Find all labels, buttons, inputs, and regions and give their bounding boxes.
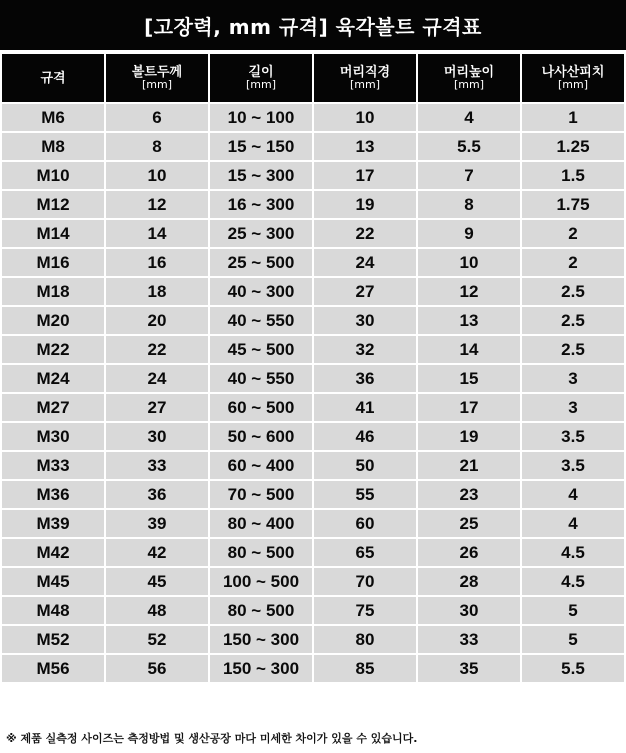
cell-head-diameter: 70 [314, 568, 416, 595]
cell-size: M30 [2, 423, 104, 450]
cell-length: 60 ~ 500 [210, 394, 312, 421]
table-row [2, 452, 624, 479]
header-label: 길이 [248, 64, 274, 80]
cell-bolt-diameter: 48 [106, 597, 208, 624]
cell-thread-pitch: 1.5 [522, 162, 624, 189]
cell-head-diameter: 60 [314, 510, 416, 537]
cell-head-height: 33 [418, 626, 520, 653]
header-label: 머리직경 [339, 64, 391, 80]
cell-size: M8 [2, 133, 104, 160]
cell-size: M6 [2, 104, 104, 131]
cell-length: 10 ~ 100 [210, 104, 312, 131]
table-row [2, 481, 624, 508]
cell-head-diameter: 50 [314, 452, 416, 479]
cell-thread-pitch: 3.5 [522, 423, 624, 450]
header-size [2, 54, 104, 102]
cell-head-height: 25 [418, 510, 520, 537]
cell-thread-pitch: 5 [522, 597, 624, 624]
cell-head-diameter: 17 [314, 162, 416, 189]
cell-head-diameter: 36 [314, 365, 416, 392]
cell-bolt-diameter: 14 [106, 220, 208, 247]
cell-head-height: 17 [418, 394, 520, 421]
cell-length: 45 ~ 500 [210, 336, 312, 363]
cell-head-height: 26 [418, 539, 520, 566]
table-row [2, 162, 624, 189]
header-label: 나사산피치 [541, 64, 605, 80]
cell-head-diameter: 65 [314, 539, 416, 566]
cell-bolt-diameter: 24 [106, 365, 208, 392]
cell-size: M56 [2, 655, 104, 682]
cell-head-height: 28 [418, 568, 520, 595]
bolt-spec-table [0, 52, 626, 684]
table-row [2, 278, 624, 305]
cell-length: 80 ~ 500 [210, 539, 312, 566]
cell-size: M20 [2, 307, 104, 334]
cell-head-height: 12 [418, 278, 520, 305]
cell-head-diameter: 22 [314, 220, 416, 247]
table-row [2, 510, 624, 537]
cell-size: M10 [2, 162, 104, 189]
cell-bolt-diameter: 56 [106, 655, 208, 682]
cell-head-height: 35 [418, 655, 520, 682]
table-row [2, 365, 624, 392]
table-row [2, 597, 624, 624]
header-unit: [mm] [349, 77, 380, 91]
table-row [2, 191, 624, 218]
cell-head-diameter: 10 [314, 104, 416, 131]
cell-head-diameter: 80 [314, 626, 416, 653]
cell-size: M18 [2, 278, 104, 305]
cell-head-height: 4 [418, 104, 520, 131]
header-label: 볼트두께 [131, 64, 183, 80]
table-row [2, 655, 624, 682]
cell-head-diameter: 13 [314, 133, 416, 160]
cell-head-height: 30 [418, 597, 520, 624]
table-row [2, 626, 624, 653]
cell-length: 70 ~ 500 [210, 481, 312, 508]
page-title: [고장력, mm 규격] 육각볼트 규격표 [0, 0, 626, 50]
cell-length: 50 ~ 600 [210, 423, 312, 450]
cell-bolt-diameter: 30 [106, 423, 208, 450]
cell-size: M22 [2, 336, 104, 363]
table-row [2, 539, 624, 566]
cell-length: 60 ~ 400 [210, 452, 312, 479]
cell-bolt-diameter: 20 [106, 307, 208, 334]
cell-bolt-diameter: 42 [106, 539, 208, 566]
cell-size: M27 [2, 394, 104, 421]
cell-bolt-diameter: 6 [106, 104, 208, 131]
cell-bolt-diameter: 8 [106, 133, 208, 160]
table-row [2, 249, 624, 276]
cell-length: 40 ~ 300 [210, 278, 312, 305]
cell-bolt-diameter: 12 [106, 191, 208, 218]
cell-bolt-diameter: 22 [106, 336, 208, 363]
cell-head-height: 15 [418, 365, 520, 392]
cell-head-height: 13 [418, 307, 520, 334]
cell-size: M16 [2, 249, 104, 276]
cell-length: 16 ~ 300 [210, 191, 312, 218]
cell-head-diameter: 46 [314, 423, 416, 450]
header-unit: [mm] [245, 77, 276, 91]
cell-head-height: 10 [418, 249, 520, 276]
cell-head-height: 9 [418, 220, 520, 247]
cell-thread-pitch: 3 [522, 394, 624, 421]
cell-thread-pitch: 4 [522, 510, 624, 537]
footnote: ※ 제품 실측정 사이즈는 측정방법 및 생산공장 마다 미세한 차이가 있을 수 있습니다. [6, 732, 418, 745]
cell-head-diameter: 55 [314, 481, 416, 508]
table-row [2, 336, 624, 363]
cell-head-height: 5.5 [418, 133, 520, 160]
cell-bolt-diameter: 52 [106, 626, 208, 653]
cell-head-diameter: 75 [314, 597, 416, 624]
cell-head-height: 23 [418, 481, 520, 508]
cell-thread-pitch: 1 [522, 104, 624, 131]
cell-head-diameter: 27 [314, 278, 416, 305]
cell-size: M14 [2, 220, 104, 247]
cell-thread-pitch: 3 [522, 365, 624, 392]
cell-size: M45 [2, 568, 104, 595]
cell-size: M52 [2, 626, 104, 653]
cell-size: M36 [2, 481, 104, 508]
cell-bolt-diameter: 27 [106, 394, 208, 421]
table-row [2, 394, 624, 421]
header-label: 머리높이 [443, 64, 495, 80]
cell-bolt-diameter: 18 [106, 278, 208, 305]
cell-thread-pitch: 5 [522, 626, 624, 653]
cell-length: 40 ~ 550 [210, 307, 312, 334]
cell-bolt-diameter: 45 [106, 568, 208, 595]
table-header-row [2, 54, 624, 102]
cell-length: 150 ~ 300 [210, 626, 312, 653]
cell-head-diameter: 30 [314, 307, 416, 334]
cell-head-height: 14 [418, 336, 520, 363]
cell-size: M33 [2, 452, 104, 479]
table-row [2, 133, 624, 160]
cell-thread-pitch: 4.5 [522, 568, 624, 595]
cell-length: 150 ~ 300 [210, 655, 312, 682]
cell-thread-pitch: 2.5 [522, 307, 624, 334]
cell-thread-pitch: 4.5 [522, 539, 624, 566]
header-head-height [418, 54, 520, 102]
cell-thread-pitch: 1.75 [522, 191, 624, 218]
cell-head-diameter: 41 [314, 394, 416, 421]
cell-thread-pitch: 3.5 [522, 452, 624, 479]
cell-thread-pitch: 1.25 [522, 133, 624, 160]
table-row [2, 568, 624, 595]
cell-head-diameter: 24 [314, 249, 416, 276]
cell-thread-pitch: 2 [522, 249, 624, 276]
cell-length: 25 ~ 500 [210, 249, 312, 276]
cell-head-diameter: 19 [314, 191, 416, 218]
cell-head-height: 7 [418, 162, 520, 189]
table-body [2, 104, 624, 682]
header-thread-pitch [522, 54, 624, 102]
header-unit: [mm] [141, 77, 172, 91]
header-label: 규격 [40, 70, 66, 86]
cell-head-diameter: 85 [314, 655, 416, 682]
cell-bolt-diameter: 10 [106, 162, 208, 189]
cell-bolt-diameter: 16 [106, 249, 208, 276]
cell-thread-pitch: 5.5 [522, 655, 624, 682]
cell-thread-pitch: 2 [522, 220, 624, 247]
cell-size: M42 [2, 539, 104, 566]
cell-thread-pitch: 2.5 [522, 278, 624, 305]
cell-size: M48 [2, 597, 104, 624]
cell-length: 80 ~ 500 [210, 597, 312, 624]
header-length [210, 54, 312, 102]
cell-size: M24 [2, 365, 104, 392]
cell-bolt-diameter: 36 [106, 481, 208, 508]
cell-head-height: 21 [418, 452, 520, 479]
header-unit: [mm] [453, 77, 484, 91]
cell-size: M39 [2, 510, 104, 537]
cell-length: 25 ~ 300 [210, 220, 312, 247]
cell-head-height: 8 [418, 191, 520, 218]
cell-length: 100 ~ 500 [210, 568, 312, 595]
cell-thread-pitch: 4 [522, 481, 624, 508]
table-row [2, 307, 624, 334]
cell-thread-pitch: 2.5 [522, 336, 624, 363]
cell-head-diameter: 32 [314, 336, 416, 363]
cell-size: M12 [2, 191, 104, 218]
header-bolt-diameter [106, 54, 208, 102]
cell-bolt-diameter: 39 [106, 510, 208, 537]
table-row [2, 423, 624, 450]
table-row [2, 220, 624, 247]
cell-bolt-diameter: 33 [106, 452, 208, 479]
cell-length: 40 ~ 550 [210, 365, 312, 392]
header-unit: [mm] [557, 77, 588, 91]
table-row [2, 104, 624, 131]
cell-head-height: 19 [418, 423, 520, 450]
cell-length: 15 ~ 300 [210, 162, 312, 189]
cell-length: 15 ~ 150 [210, 133, 312, 160]
header-head-diameter [314, 54, 416, 102]
cell-length: 80 ~ 400 [210, 510, 312, 537]
